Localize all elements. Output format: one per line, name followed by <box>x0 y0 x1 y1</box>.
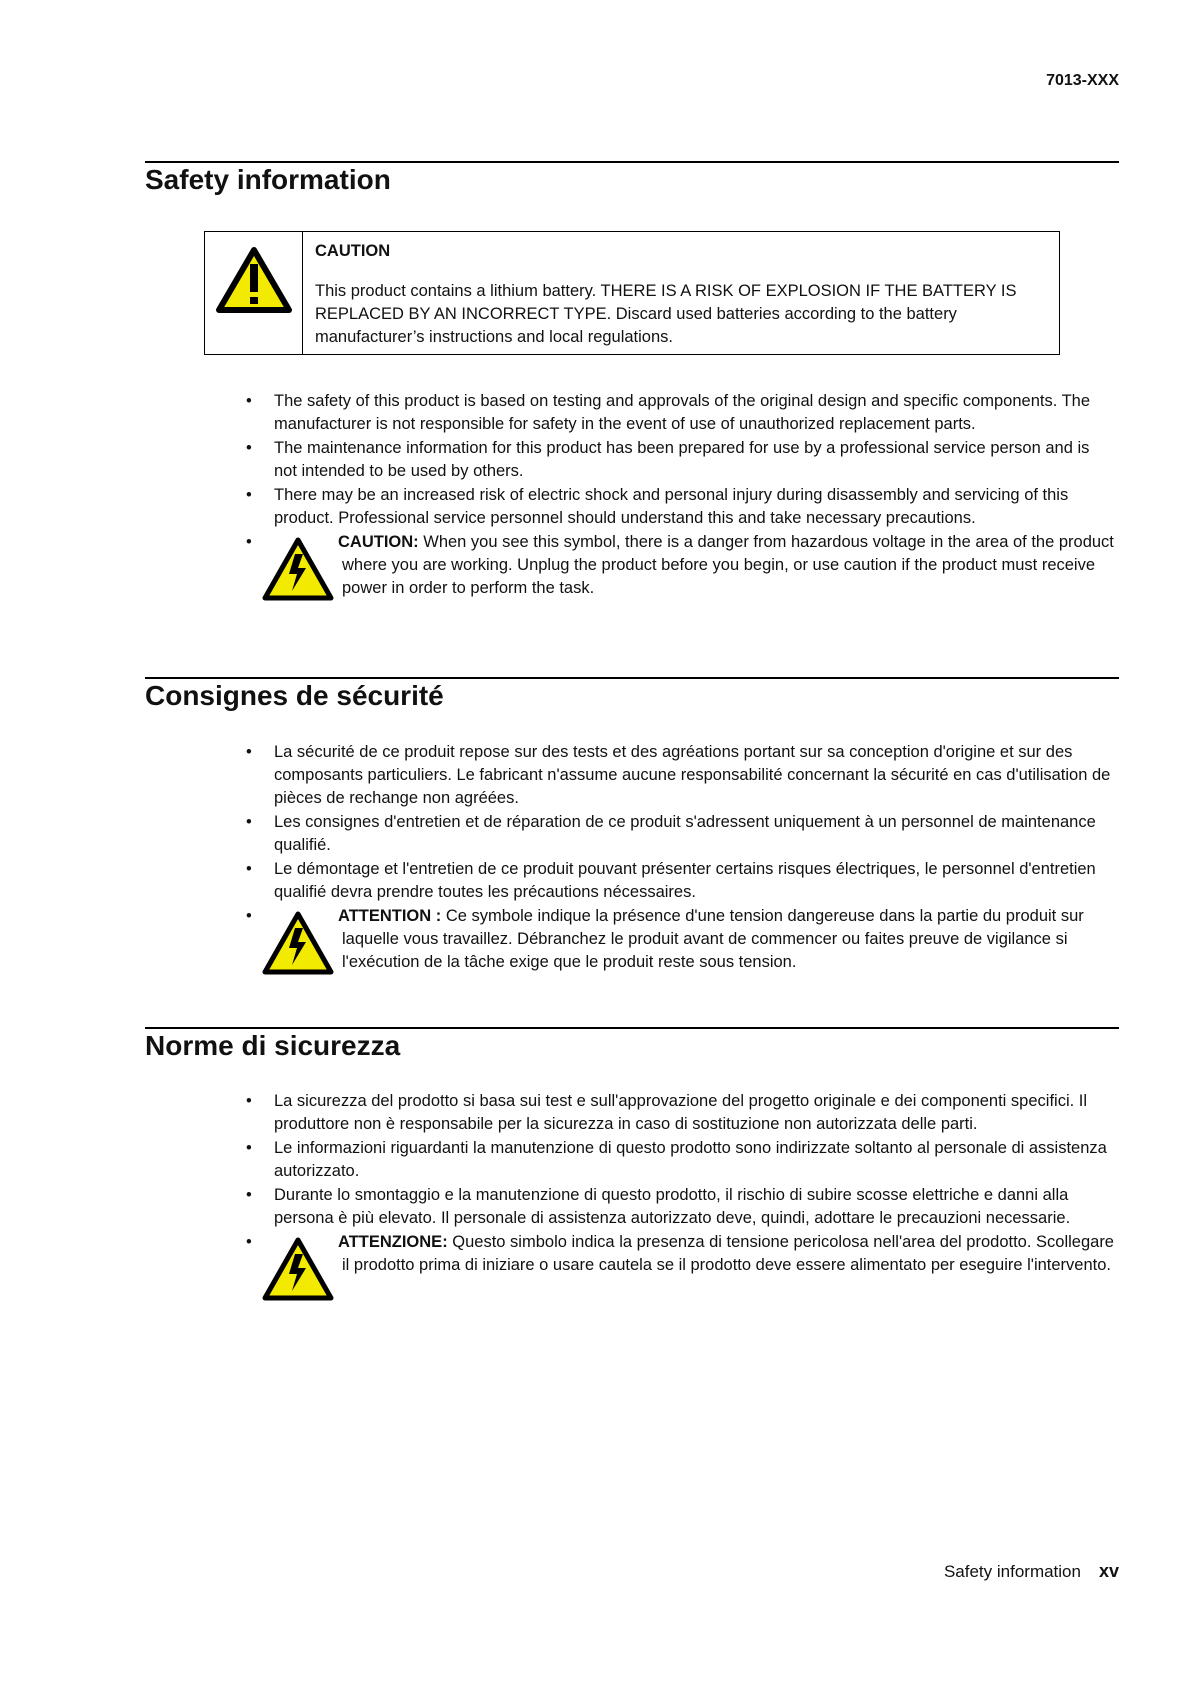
shock-attenzione-body: Questo simbolo indica la presenza di tensione pericolosa nell'area del prodotto. Scollegare il prodotto prima di iniziare o usare cautela se il prodotto deve essere alimentato per eseguire l'intervento. <box>342 1233 1114 1274</box>
safety-bullet-list <box>246 390 1116 604</box>
shock-attenzione-label: ATTENZIONE: <box>338 1233 448 1251</box>
page-footer <box>944 1561 1119 1582</box>
norme-bullet-list <box>246 1090 1116 1304</box>
section-title-safety: Safety information <box>145 164 391 195</box>
electric-shock-icon <box>262 536 334 602</box>
list-item: • The safety of this product is based on testing and approvals of the original design and specific components. The manufacturer is not responsible for safety in the event of use of unauthorized replacement parts. <box>246 390 1116 436</box>
section-rule <box>145 1027 1119 1029</box>
section-title-consignes: Consignes de sécurité <box>145 680 444 711</box>
caution-icon-cell <box>205 232 303 354</box>
warning-triangle-icon <box>216 246 292 314</box>
caution-label: CAUTION <box>315 242 391 260</box>
shock-attenzione-text <box>338 1231 1116 1277</box>
list-item-shock-attenzione <box>246 1231 1116 1303</box>
list-item: • Durante lo smontaggio e la manutenzione di questo prodotto, il rischio di subire scosse elettriche e danni alla persona è più elevato. Il personale di assistenza autorizzato deve, quindi, adottare le precauzioni necessarie. <box>246 1184 1116 1230</box>
shock-caution-text <box>338 531 1116 600</box>
list-item-shock-attention <box>246 905 1116 977</box>
shock-attention-body: Ce symbole indique la présence d'une tension dangereuse dans la partie du produit sur laquelle vous travaillez. Débranchez le produit avant de commencer ou faites preuve de vigilance si l'exécution de la tâche exige que le produit reste sous tension. <box>342 907 1084 971</box>
shock-attention-label: ATTENTION : <box>338 907 442 925</box>
section-rule <box>145 677 1119 679</box>
electric-shock-icon <box>262 910 334 976</box>
caution-box <box>204 231 1060 355</box>
list-item: • The maintenance information for this product has been prepared for use by a professional service person and is not intended to be used by others. <box>246 437 1116 483</box>
section-rule <box>145 161 1119 163</box>
list-item: • Le informazioni riguardanti la manutenzione di questo prodotto sono indirizzate soltanto al personale di assistenza autorizzato. <box>246 1137 1116 1183</box>
caution-text-cell <box>303 232 1059 354</box>
section-title-norme: Norme di sicurezza <box>145 1030 401 1061</box>
list-item: • There may be an increased risk of electric shock and personal injury during disassembly and servicing of this product. Professional service personnel should understand this and take necessary precautions. <box>246 484 1116 530</box>
list-item: • La sécurité de ce produit repose sur des tests et des agréations portant sur sa conception d'origine et sur des composants particuliers. Le fabricant n'assume aucune responsabilité concernant la sécurité en cas d'utilisation de pièces de rechange non agréées. <box>246 741 1116 810</box>
list-item: • La sicurezza del prodotto si basa sui test e sull'approvazione del progetto originale e dei componenti specifici. Il produttore non è responsabile per la sicurezza in caso di sostituzione non autorizzata delle parti. <box>246 1090 1116 1136</box>
footer-label: Safety information <box>943 1562 1081 1581</box>
list-item: • Les consignes d'entretien et de réparation de ce produit s'adressent uniquement à un personnel de maintenance qualifié. <box>246 811 1116 857</box>
shock-caution-body: When you see this symbol, there is a danger from hazardous voltage in the area of the product where you are working. Unplug the product before you begin, or use caution if the product must receive power in order to perform the task. <box>342 533 1114 597</box>
shock-attention-text <box>338 905 1116 974</box>
consignes-bullet-list <box>246 741 1116 978</box>
list-item: • Le démontage et l'entretien de ce produit pouvant présenter certains risques électriques, le personnel d'entretien qualifié devra prendre toutes les précautions nécessaires. <box>246 858 1116 904</box>
shock-caution-label: CAUTION: <box>338 533 419 551</box>
page-number: xv <box>1098 1561 1119 1581</box>
page-code: 7013-XXX <box>1046 72 1119 89</box>
caution-text: This product contains a lithium battery. THERE IS A RISK OF EXPLOSION IF THE BATTERY IS REPLACED BY AN INCORRECT TYPE. Discard used batteries according to the battery manufacturer’s instructions and local regulations. <box>315 282 1017 346</box>
list-item-shock-caution <box>246 531 1116 603</box>
electric-shock-icon <box>262 1236 334 1302</box>
